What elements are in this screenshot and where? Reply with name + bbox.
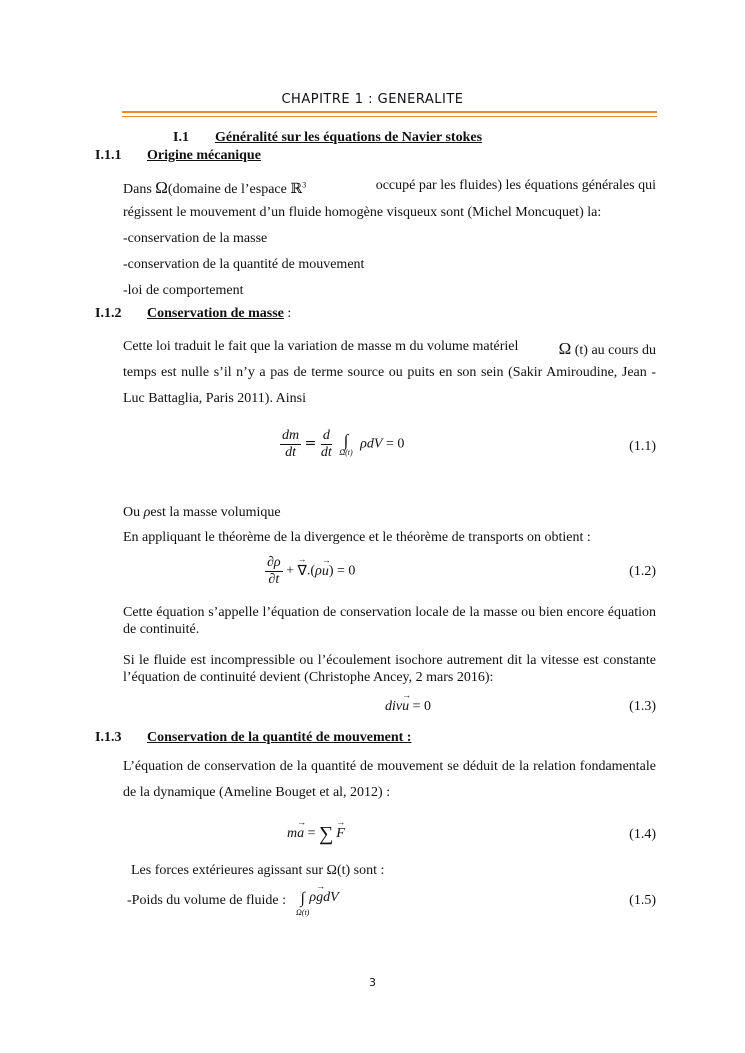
text: Cette loi traduit le fait que la variation de masse m du volume matériel	[123, 339, 519, 354]
list-item: -conservation de la masse	[123, 231, 268, 246]
text: (domaine de l’espace	[167, 182, 287, 197]
equation-1-1: $\frac{dm}{dt}$ = $\frac{d}{dt}$ ∫ Ω(t) ρdV = 0	[282, 428, 405, 460]
equation-1-5: ∫ Ω(t) ρ→ gdV	[296, 890, 339, 918]
subsection-title: Origine mécanique	[147, 148, 261, 163]
equation-number: (1.4)	[629, 827, 656, 842]
text: Dans	[123, 182, 152, 197]
page-number: 3	[369, 976, 376, 989]
paragraph: Si le fluide est incompressible ou l’écoulement isochore autrement dit la vitesse est constante l’équation de continuité devient (Christophe Ancey, 2 mars 2016):	[123, 653, 656, 685]
subsection-number: I.1.3	[95, 730, 122, 745]
equation-1-4: m→ a = ∑→ F	[287, 823, 345, 846]
section-number: I.1	[173, 130, 189, 145]
omega-symbol: Ω	[155, 178, 168, 197]
list-item: -conservation de la quantité de mouvement	[123, 257, 365, 272]
text: Ou	[123, 505, 141, 520]
paragraph-line	[123, 178, 656, 198]
equation-number: (1.5)	[629, 893, 656, 908]
r3-symbol: ℝ$^3$	[290, 181, 307, 197]
equation-number: (1.2)	[629, 564, 656, 579]
equation-number: (1.3)	[629, 699, 656, 714]
section-title: Généralité sur les équations de Navier stokes	[215, 130, 483, 145]
equation-1-2: $\frac{\partial\rho}{\partial t}$ + → ∇.(ρ→ u) = 0	[265, 555, 355, 588]
paragraph-line: Les forces extérieures agissant sur Ω(t) sont :	[131, 863, 385, 878]
paragraph-line	[123, 505, 281, 521]
subsection-heading	[147, 306, 291, 322]
subsection-title: Conservation de masse	[147, 306, 284, 321]
rho-symbol: ρ	[143, 505, 151, 520]
text: occupé par les fluides) les équations générales qui	[375, 178, 656, 193]
equation-1-3: div→ u = 0	[385, 699, 431, 715]
subsection-title: Conservation de la quantité de mouvement :	[147, 730, 412, 745]
equation-number: (1.1)	[629, 439, 656, 454]
paragraph: Cette équation s’appelle l’équation de conservation locale de la masse ou bien encore équation de continuité.	[123, 605, 656, 637]
text: (t) au cours du	[574, 343, 656, 358]
paragraph: L’équation de conservation de la quantité de mouvement se déduit de la relation fondamentale de la dynamique (Ameline Bouget et al, 2012) :	[123, 759, 656, 800]
paragraph-line: En appliquant le théorème de la divergence et le théorème de transports on obtient :	[123, 530, 591, 545]
paragraph-line: régissent le mouvement d’un fluide homogène visqueux sont (Michel Moncuquet) la:	[123, 205, 602, 220]
header-rule	[122, 111, 657, 113]
subsection-number: I.1.1	[95, 148, 122, 163]
paragraph-line: -Poids du volume de fluide :	[127, 893, 287, 908]
paragraph-line	[123, 339, 656, 359]
text: est la masse volumique	[150, 505, 281, 520]
paragraph: temps est nulle s’il n’y a pas de terme source ou puits en son sein (Sakir Amiroudine, Jean -Luc Battaglia, Paris 2011). Ainsi	[123, 365, 656, 406]
chapter-header: CHAPITRE 1 : GENERALITE	[281, 92, 464, 107]
subsection-number: I.1.2	[95, 306, 122, 321]
list-item: -loi de comportement	[123, 283, 244, 298]
omega-symbol: Ω	[558, 339, 572, 358]
text: :	[283, 306, 292, 321]
header-rule-thin	[122, 116, 657, 117]
